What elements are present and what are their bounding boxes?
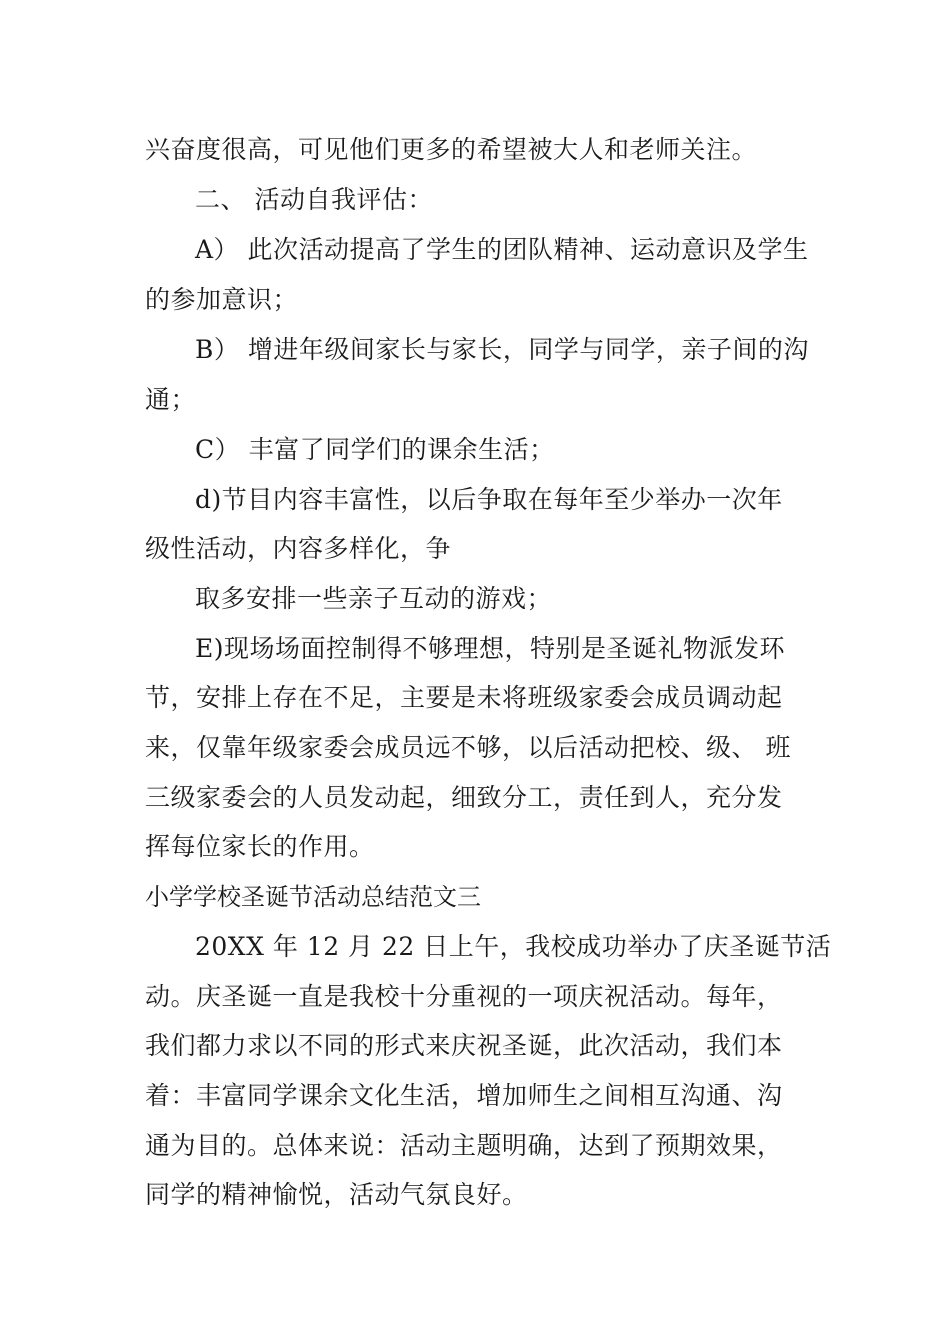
paragraph-line: 的参加意识； (145, 285, 299, 314)
paragraph-line: 来，仅靠年级家委会成员远不够，以后活动把校、级、 班 (145, 733, 791, 762)
paragraph-line: 20XX 年 12 月 22 日上午，我校成功举办了庆圣诞节活 (195, 932, 832, 961)
paragraph-line: 取多安排一些亲子互动的游戏； (195, 584, 553, 613)
paragraph-line: 同学的精神愉悦，活动气氛良好。 (145, 1180, 528, 1209)
paragraph-line: 兴奋度很高，可见他们更多的希望被大人和老师关注。 (145, 135, 758, 164)
paragraph-line: 动。庆圣诞一直是我校十分重视的一项庆祝活动。每年， (145, 982, 783, 1011)
article-title: 小学学校圣诞节活动总结范文三 (145, 883, 481, 911)
paragraph-line: A） 此次活动提高了学生的团队精神、运动意识及学生 (195, 235, 809, 264)
paragraph-line: d)节目内容丰富性，以后争取在每年至少举办一次年 (195, 485, 783, 514)
paragraph-line: 通； (145, 385, 197, 414)
paragraph-line: 节，安排上存在不足，主要是未将班级家委会成员调动起 (145, 683, 783, 712)
paragraph-line: 着：丰富同学课余文化生活，增加师生之间相互沟通、沟 (145, 1081, 783, 1110)
paragraph-line: 三级家委会的人员发动起，细致分工，责任到人，充分发 (145, 783, 783, 812)
paragraph-line: 级性活动，内容多样化，争 (145, 534, 452, 563)
section-heading: 二、 活动自我评估： (195, 185, 433, 214)
paragraph-line: 我们都力求以不同的形式来庆祝圣诞，此次活动，我们本 (145, 1031, 783, 1060)
paragraph-line: B） 增进年级间家长与家长，同学与同学，亲子间的沟 (195, 335, 809, 364)
paragraph-line: C） 丰富了同学们的课余生活； (195, 435, 555, 464)
paragraph-line: E)现场场面控制得不够理想，特别是圣诞礼物派发环 (195, 634, 786, 663)
paragraph-line: 通为目的。总体来说：活动主题明确，达到了预期效果， (145, 1131, 783, 1160)
paragraph-line: 挥每位家长的作用。 (145, 832, 375, 861)
